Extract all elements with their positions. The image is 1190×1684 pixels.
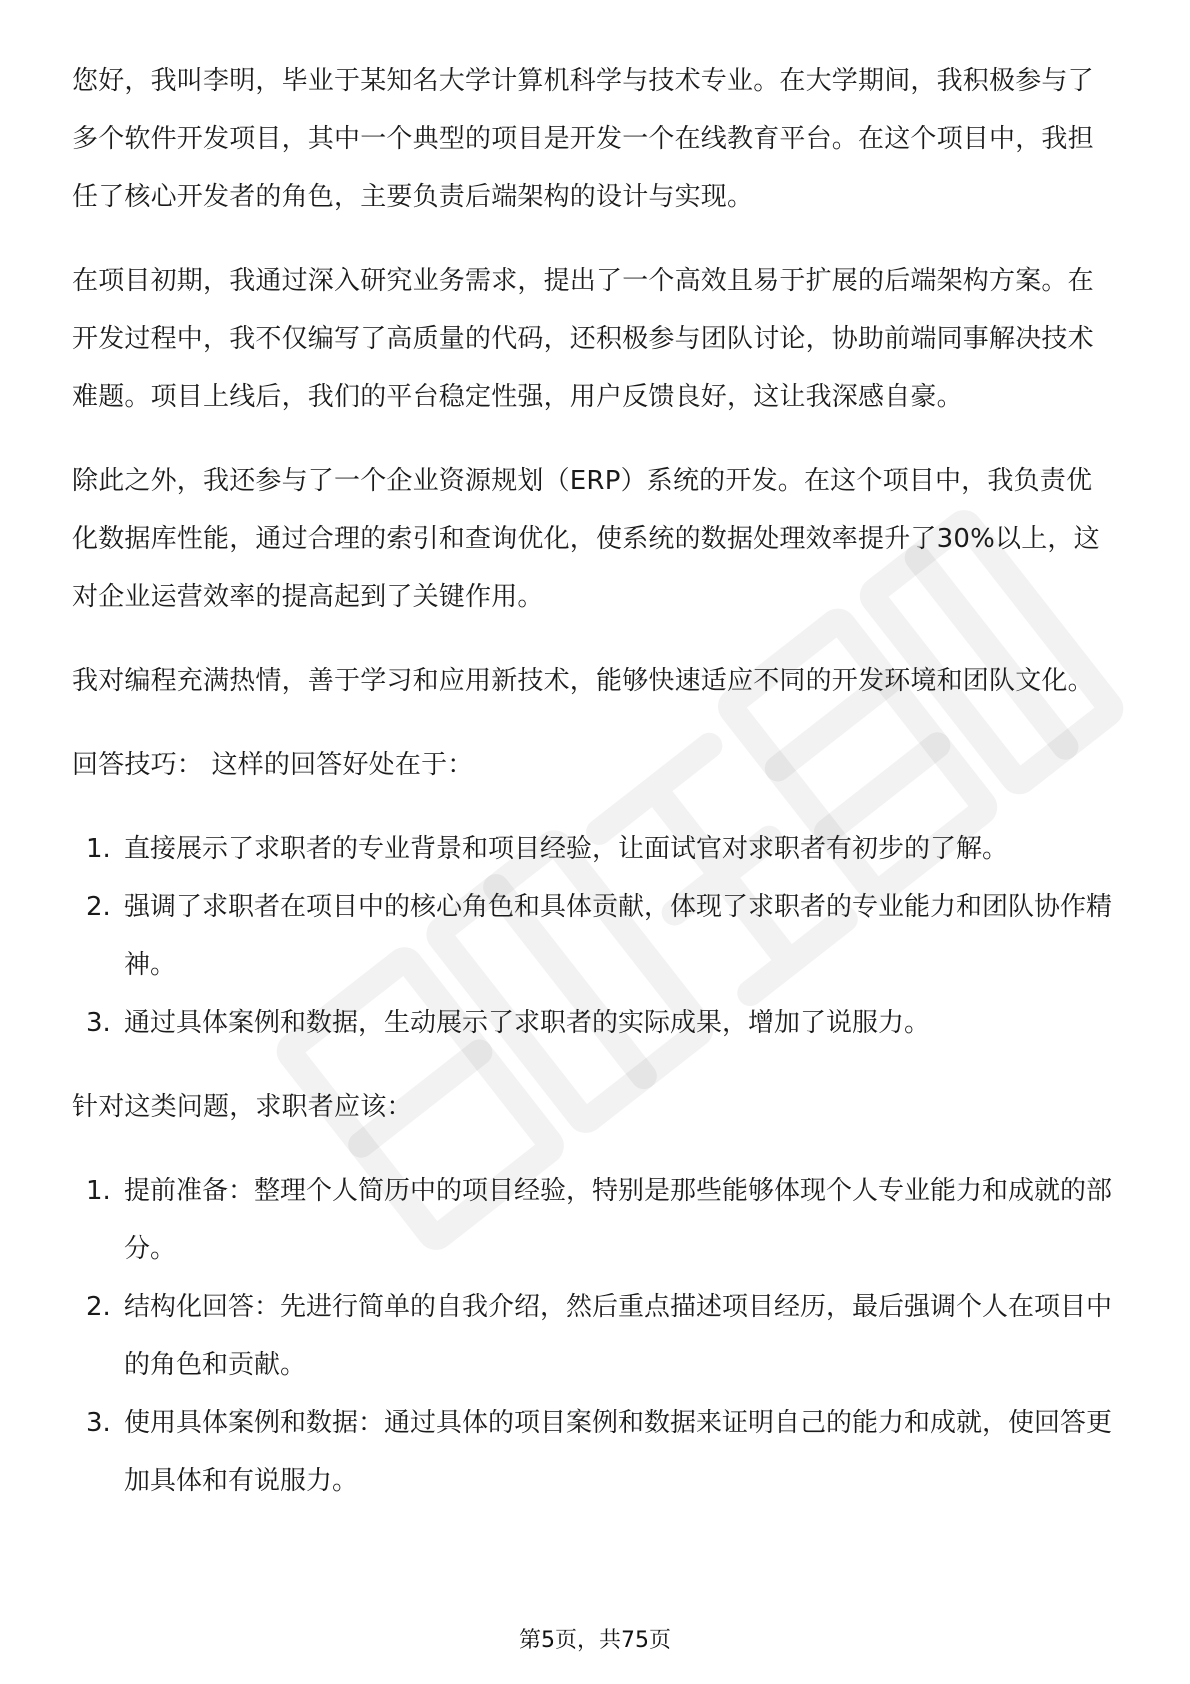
tips-list bbox=[72, 820, 1118, 1052]
list-item-text: 通过具体案例和数据，生动展示了求职者的实际成果，增加了说服力。 bbox=[124, 1008, 931, 1038]
list-item-text: 结构化回答：先进行简单的自我介绍，然后重点描述项目经历，最后强调个人在项目中的角色和贡献。 bbox=[124, 1292, 1113, 1380]
list-item bbox=[72, 1394, 1118, 1510]
intro-paragraph-1: 您好，我叫李明，毕业于某知名大学计算机科学与技术专业。在大学期间，我积极参与了多个软件开发项目，其中一个典型的项目是开发一个在线教育平台。在这个项目中，我担任了核心开发者的角色，主要负责后端架构的设计与实现。 bbox=[72, 66, 1094, 212]
list-item-number: 1. bbox=[86, 834, 111, 864]
list-item bbox=[72, 1278, 1118, 1394]
list-item-number: 3. bbox=[86, 1408, 111, 1438]
list-item bbox=[72, 994, 1118, 1052]
advice-list bbox=[72, 1162, 1118, 1510]
list-item-number: 3. bbox=[86, 1008, 111, 1038]
list-item-text: 使用具体案例和数据：通过具体的项目案例和数据来证明自己的能力和成就，使回答更加具体和有说服力。 bbox=[124, 1408, 1113, 1496]
intro-paragraph-2: 在项目初期，我通过深入研究业务需求，提出了一个高效且易于扩展的后端架构方案。在开发过程中，我不仅编写了高质量的代码，还积极参与团队讨论，协助前端同事解决技术难题。项目上线后，我们的平台稳定性强，用户反馈良好，这让我深感自豪。 bbox=[72, 266, 1094, 412]
list-item bbox=[72, 820, 1118, 878]
page-number-footer: 第5页，共75页 bbox=[519, 1628, 671, 1653]
list-item-text: 强调了求职者在项目中的核心角色和具体贡献，体现了求职者的专业能力和团队协作精神。 bbox=[124, 892, 1113, 980]
list-item-number: 2. bbox=[86, 892, 111, 922]
list-item-text: 直接展示了求职者的专业背景和项目经验，让面试官对求职者有初步的了解。 bbox=[124, 834, 1009, 864]
tips-heading: 回答技巧： 这样的回答好处在于： bbox=[72, 750, 474, 780]
list-item-text: 提前准备：整理个人简历中的项目经验，特别是那些能够体现个人专业能力和成就的部分。 bbox=[124, 1176, 1113, 1264]
list-item bbox=[72, 878, 1118, 994]
list-item-number: 1. bbox=[86, 1176, 111, 1206]
advice-heading: 针对这类问题，求职者应该： bbox=[72, 1092, 413, 1122]
list-item bbox=[72, 1162, 1118, 1278]
document-page bbox=[72, 52, 1118, 1536]
intro-paragraph-4: 我对编程充满热情，善于学习和应用新技术，能够快速适应不同的开发环境和团队文化。 bbox=[72, 666, 1094, 696]
intro-paragraph-3: 除此之外，我还参与了一个企业资源规划（ERP）系统的开发。在这个项目中，我负责优化数据库性能，通过合理的索引和查询优化，使系统的数据处理效率提升了30%以上，这对企业运营效率的提高起到了关键作用。 bbox=[72, 466, 1100, 612]
list-item-number: 2. bbox=[86, 1292, 111, 1322]
